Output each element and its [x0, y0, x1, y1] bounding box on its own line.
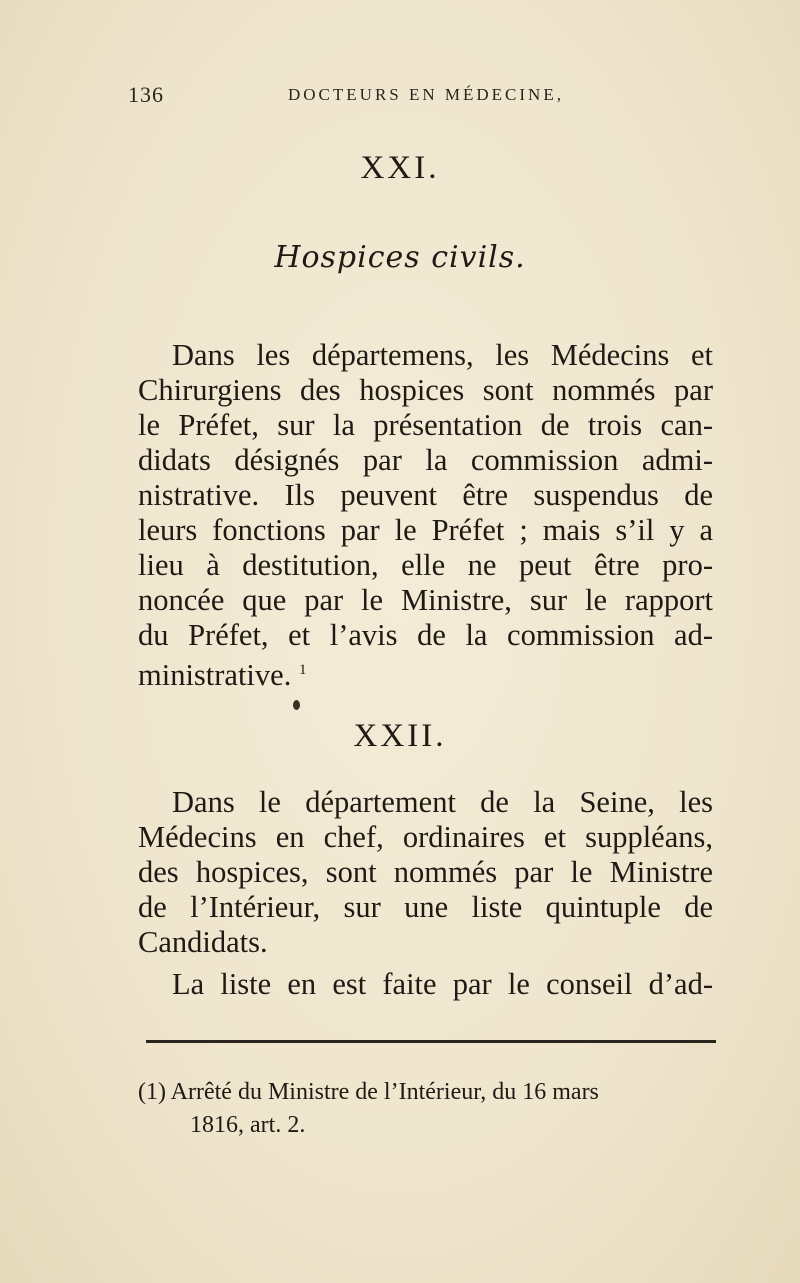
- text-line: Chirurgiens des hospices sont nommés par: [138, 373, 713, 407]
- text-line: Dans les départemens, les Médecins et: [172, 338, 713, 372]
- paragraph-xxii: [138, 785, 713, 960]
- text-line: lieu à destitution, elle ne peut être pro-: [138, 548, 713, 582]
- ink-spot: [293, 700, 300, 710]
- footnote: [138, 1076, 718, 1142]
- text-line: de l’Intérieur, sur une liste quintuple de: [138, 890, 713, 924]
- section-number-xxii: XXII.: [353, 718, 447, 754]
- text-line: didats désignés par la commission admi-: [138, 443, 713, 477]
- text-line: noncée que par le Ministre, sur le rapport: [138, 583, 713, 617]
- section-number-xxi: XXI.: [360, 150, 440, 186]
- text-line: leurs fonctions par le Préfet ; mais s’il y a: [138, 513, 713, 547]
- footnote-rule: [146, 1040, 716, 1043]
- text-line: Dans le département de la Seine, les: [172, 785, 713, 819]
- text-line: du Préfet, et l’avis de la commission ad-: [138, 618, 713, 652]
- footnote-reference: 1: [298, 662, 307, 678]
- text-line: [138, 653, 713, 693]
- paragraph-xxi: [138, 338, 713, 693]
- page-number: 136: [128, 82, 164, 107]
- footnote-line: (1) Arrêté du Ministre de l’Intérieur, du 16 mars: [138, 1079, 599, 1105]
- footnote-line: 1816, art. 2.: [190, 1112, 306, 1138]
- text-line: La liste en est faite par le conseil d’ad-: [172, 967, 713, 1001]
- text-line: Médecins en chef, ordinaires et suppléans,: [138, 820, 713, 854]
- text-line: des hospices, sont nommés par le Ministre: [138, 855, 713, 889]
- text-line: Candidats.: [138, 925, 268, 959]
- running-head: DOCTEURS EN MÉDECINE,: [288, 85, 564, 104]
- text-line-content: ministrative.: [138, 658, 292, 693]
- text-line: nistrative. Ils peuvent être suspendus de: [138, 478, 713, 512]
- section-subtitle: Hospices civils.: [274, 240, 526, 275]
- text-line: le Préfet, sur la présentation de trois can-: [138, 408, 713, 442]
- paragraph-continuation: [138, 967, 713, 1002]
